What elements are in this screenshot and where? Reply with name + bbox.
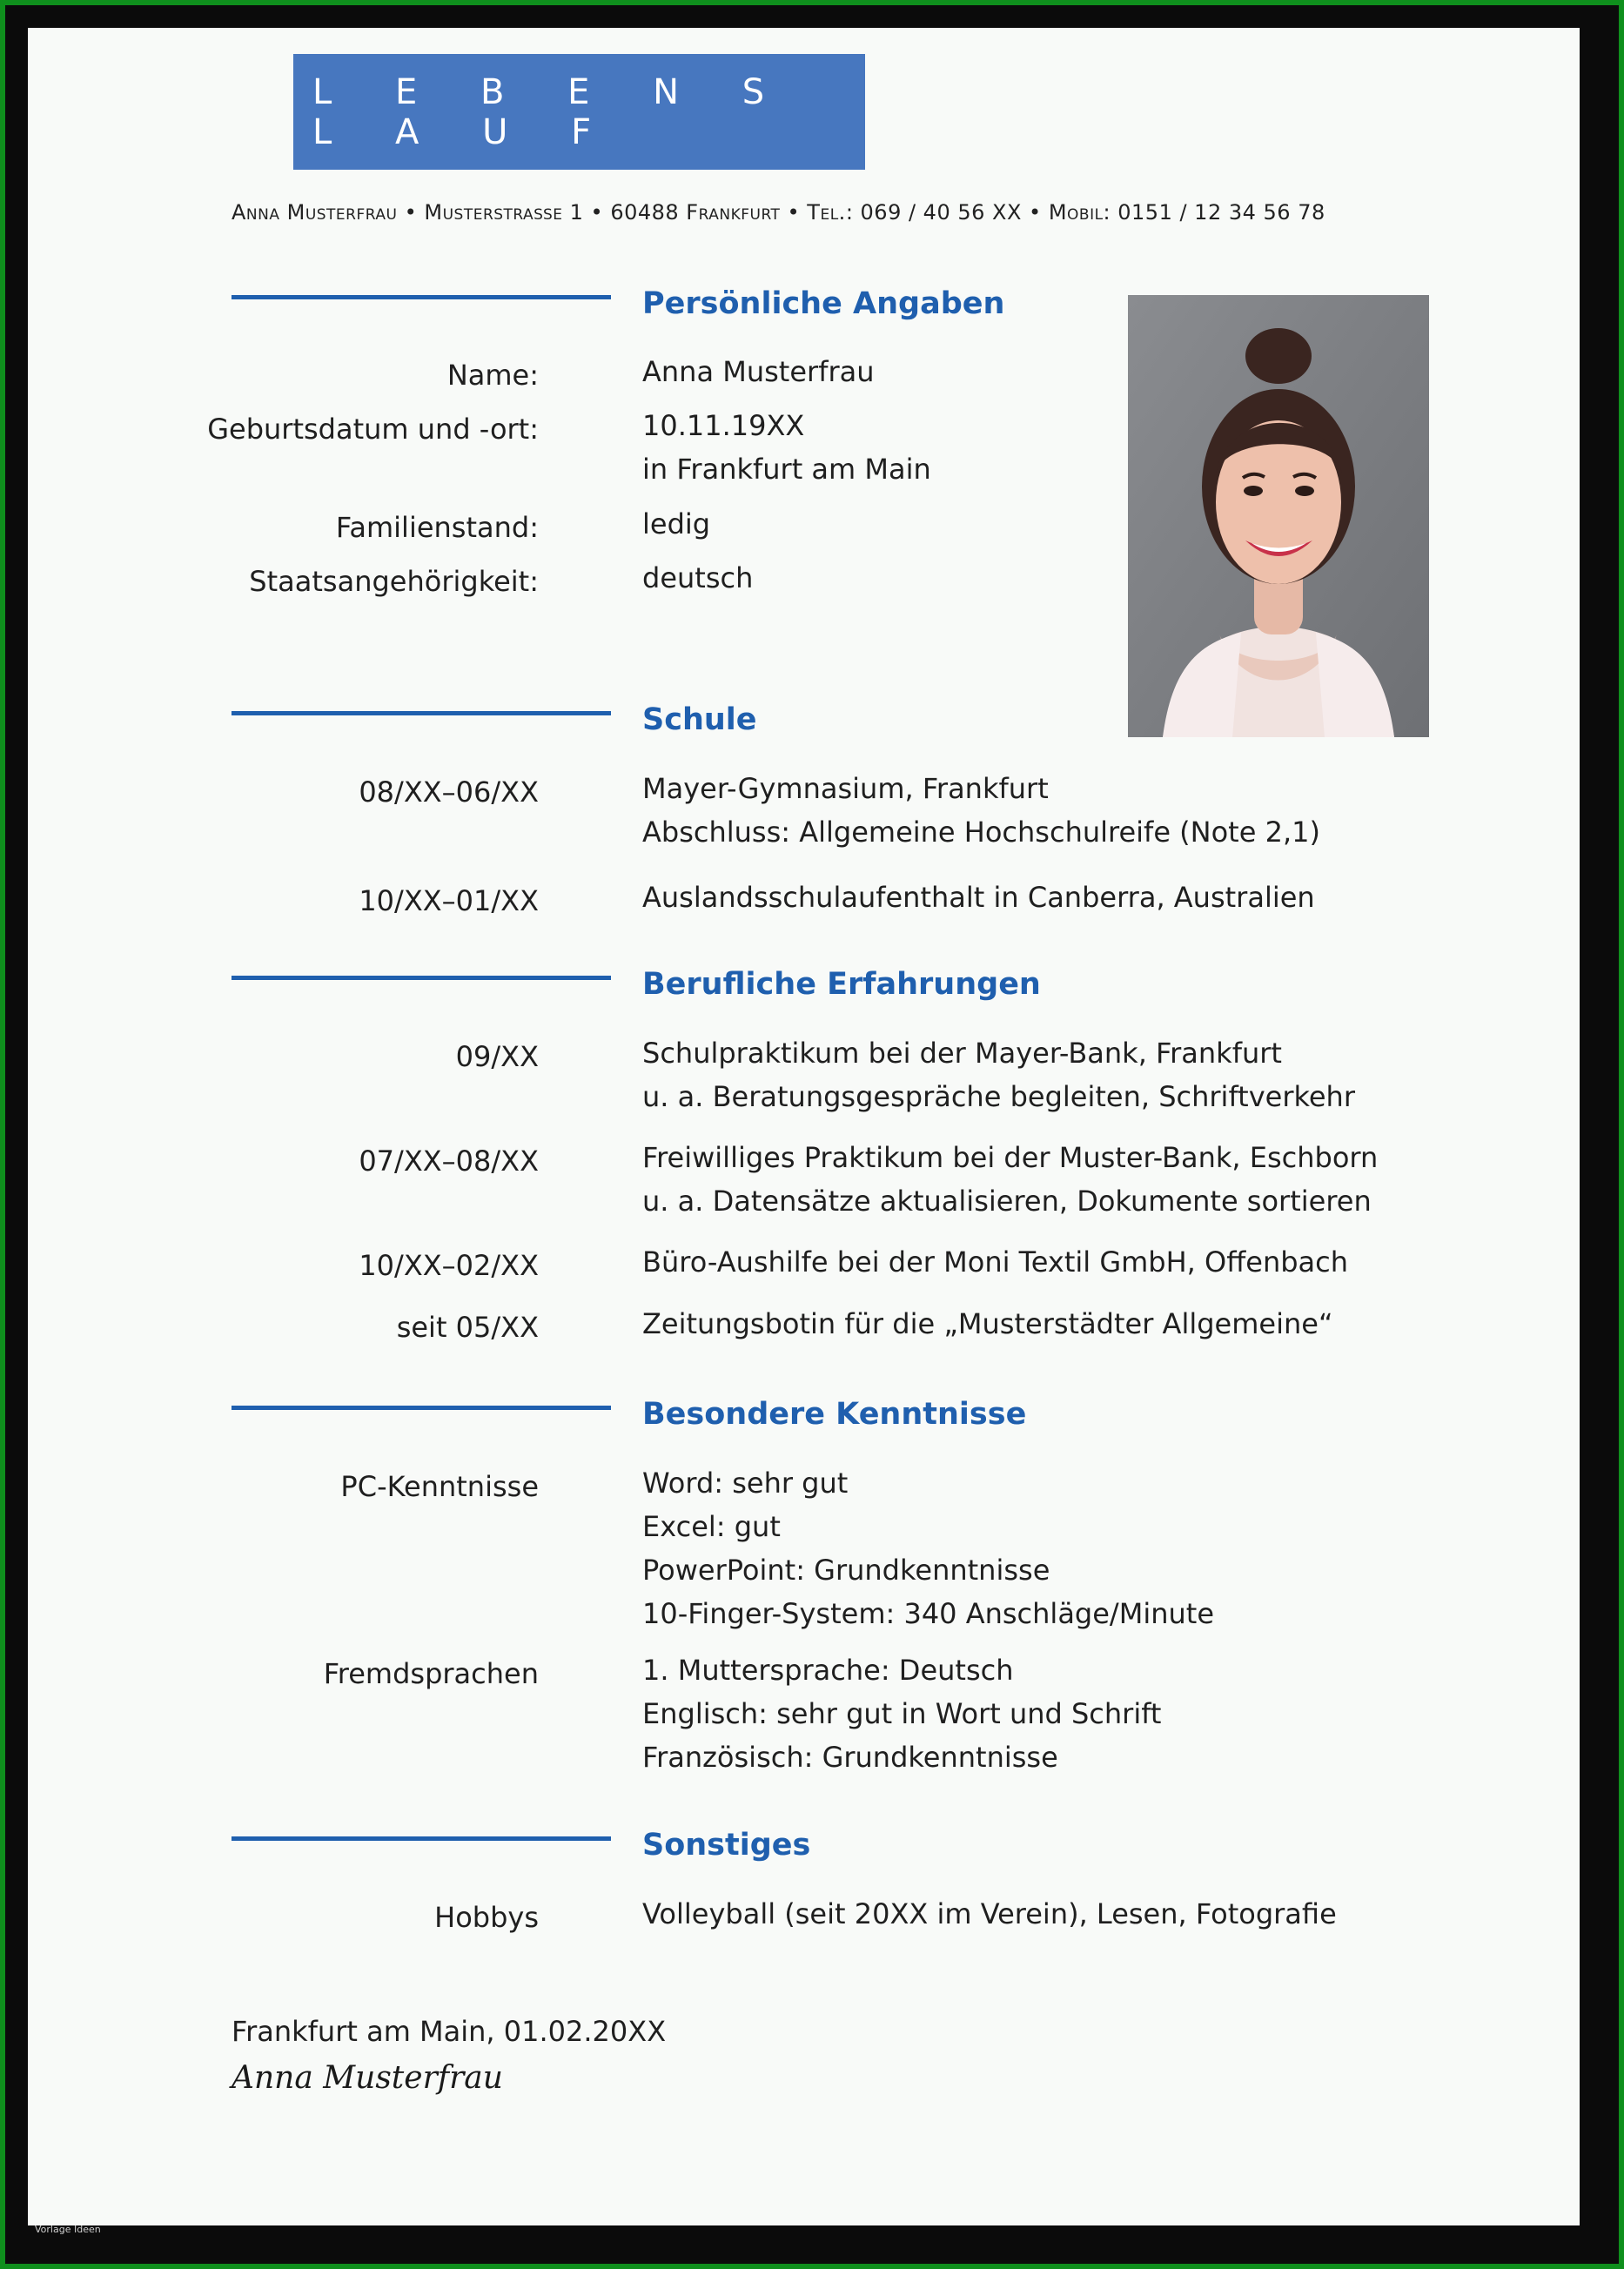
school-entry2-line1: Auslandsschulaufenthalt in Canberra, Australien (642, 881, 1315, 914)
section-heading-other: Sonstiges (642, 1828, 811, 1863)
school-entry1-line2: Abschluss: Allgemeine Hochschulreife (Note 2,1) (642, 816, 1320, 849)
page-title: L E B E N S L A U F (293, 54, 865, 170)
work-entry1-line2: u. a. Beratungsgespräche begleiten, Schriftverkehr (642, 1080, 1355, 1113)
label-nationality: Staatsangehörigkeit: (249, 565, 539, 598)
skills-pc-label: PC-Kenntnisse (340, 1470, 539, 1503)
portrait-photo (1128, 295, 1429, 737)
section-heading-school: Schule (642, 702, 757, 737)
watermark: Vorlage Ideen (35, 2224, 101, 2235)
section-rule-work (232, 976, 611, 980)
value-marital: ledig (642, 507, 711, 540)
school-entry1 (642, 767, 1320, 854)
school-entry1-date: 08/XX–06/XX (359, 775, 539, 809)
place-date: Frankfurt am Main, 01.02.20XX (232, 2015, 667, 2048)
other-hobbies-label: Hobbys (434, 1901, 539, 1934)
skills-lang-item: Englisch: sehr gut in Wort und Schrift (642, 1697, 1162, 1730)
work-entry1-date: 09/XX (455, 1040, 539, 1073)
section-heading-personal: Persönliche Angaben (642, 286, 1005, 321)
skills-lang-label: Fremdsprachen (323, 1657, 539, 1690)
work-entry1 (642, 1031, 1355, 1118)
label-marital: Familienstand: (335, 511, 539, 544)
work-entry3-line1: Büro-Aushilfe bei der Moni Textil GmbH, Offenbach (642, 1245, 1349, 1279)
section-heading-work: Berufliche Erfahrungen (642, 967, 1041, 1002)
work-entry3-date: 10/XX–02/XX (359, 1249, 539, 1282)
signature: Anna Musterfrau (232, 2060, 503, 2096)
skills-pc-item: PowerPoint: Grundkenntnisse (642, 1554, 1050, 1587)
section-heading-skills: Besondere Kenntnisse (642, 1397, 1027, 1432)
value-birth-place: in Frankfurt am Main (642, 453, 931, 486)
label-name: Name: (446, 359, 539, 392)
label-birth: Geburtsdatum und -ort: (207, 413, 539, 446)
work-entry4-line1: Zeitungsbotin für die „Musterstädter Allgemeine“ (642, 1307, 1333, 1340)
skills-lang-item: Französisch: Grundkenntnisse (642, 1741, 1058, 1774)
section-rule-school (232, 711, 611, 715)
portrait-illustration (1128, 295, 1429, 737)
work-entry2 (642, 1136, 1378, 1223)
skills-pc-item: Word: sehr gut (642, 1467, 849, 1500)
work-entry1-line1: Schulpraktikum bei der Mayer-Bank, Frankfurt (642, 1037, 1282, 1070)
contact-line: Anna Musterfrau • Musterstraße 1 • 60488 Frankfurt • Tel.: 069 / 40 56 XX • Mobil: 0151 / 12 34 56 78 (232, 200, 1325, 225)
value-birth-date: 10.11.19XX (642, 409, 805, 442)
skills-lang-item: 1. Muttersprache: Deutsch (642, 1654, 1014, 1687)
school-entry1-line1: Mayer-Gymnasium, Frankfurt (642, 772, 1049, 805)
work-entry2-line2: u. a. Datensätze aktualisieren, Dokumente sortieren (642, 1185, 1372, 1218)
skills-pc-list (642, 1461, 1214, 1635)
other-hobbies-value: Volleyball (seit 20XX im Verein), Lesen, Fotografie (642, 1897, 1337, 1930)
section-rule-other (232, 1836, 611, 1841)
skills-lang-list (642, 1648, 1161, 1779)
value-name: Anna Musterfrau (642, 355, 875, 388)
work-entry2-line1: Freiwilliges Praktikum bei der Muster-Bank, Eschborn (642, 1141, 1379, 1174)
value-nationality: deutsch (642, 561, 754, 594)
school-entry2-date: 10/XX–01/XX (359, 884, 539, 917)
section-rule-personal (232, 295, 611, 299)
skills-pc-item: Excel: gut (642, 1510, 781, 1543)
value-birth (642, 404, 931, 491)
work-entry2-date: 07/XX–08/XX (359, 1145, 539, 1178)
skills-pc-item: 10-Finger-System: 340 Anschläge/Minute (642, 1597, 1214, 1630)
cv-page (28, 28, 1580, 2225)
section-rule-skills (232, 1406, 611, 1410)
work-entry4-date: seit 05/XX (396, 1311, 539, 1344)
